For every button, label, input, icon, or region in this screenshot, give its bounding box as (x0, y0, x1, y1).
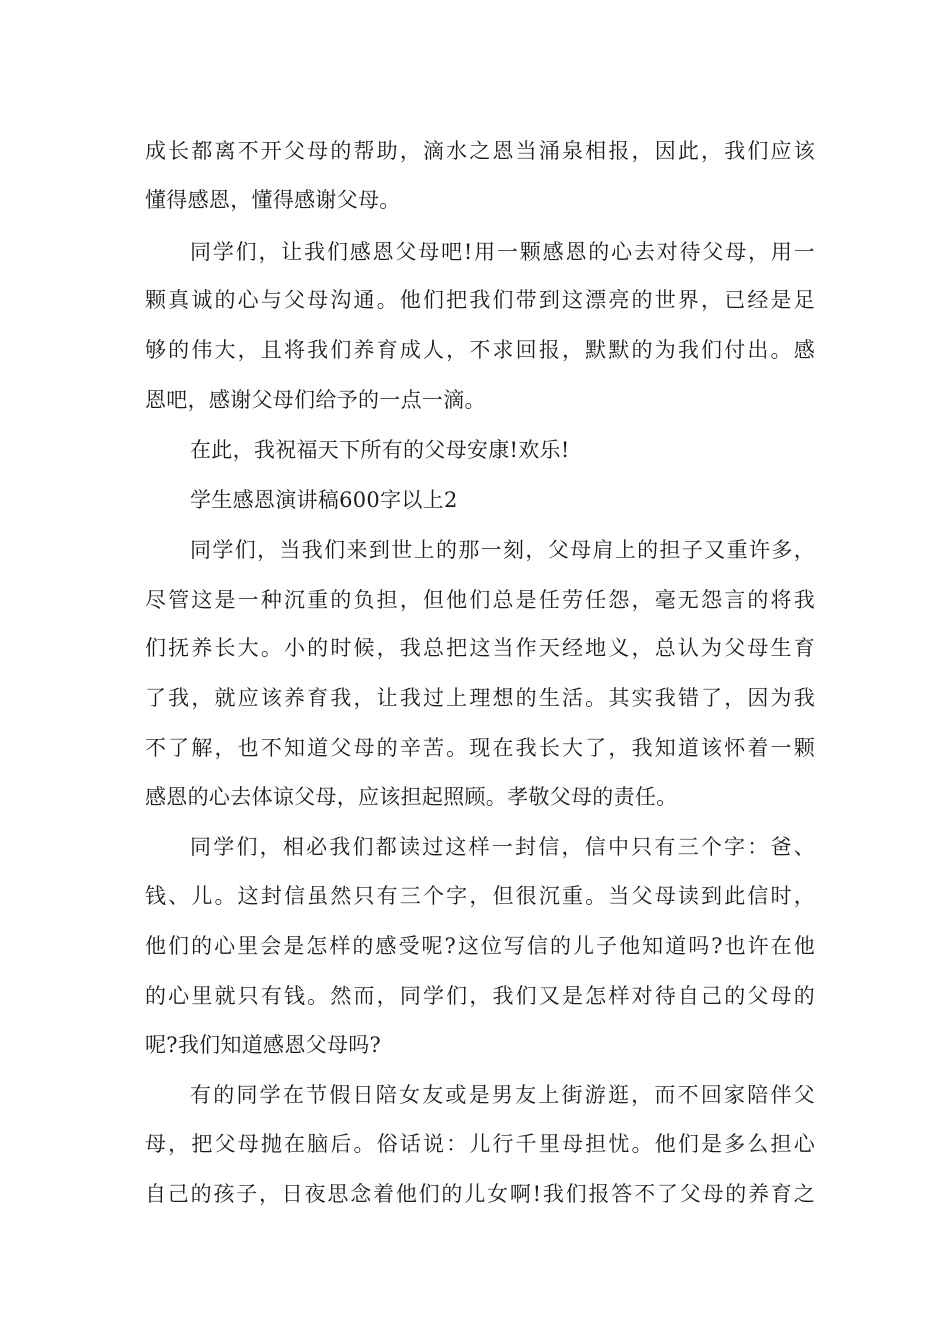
text-line: 恩吧，感谢父母们给予的一点一滴。 (145, 388, 486, 412)
paragraph-first-line: 有的同学在节假日陪女友或是男友上街游逛，而不回家陪伴父 (190, 1083, 815, 1107)
paragraph-first-line: 同学们，让我们感恩父母吧!用一颗感恩的心去对待父母，用一 (190, 240, 815, 264)
text-line: 不了解，也不知道父母的辛苦。现在我长大了，我知道该怀着一颗 (145, 736, 815, 760)
text-line: 的心里就只有钱。然而，同学们，我们又是怎样对待自己的父母的 (145, 984, 815, 1008)
text-line: 他们的心里会是怎样的感受呢?这位写信的儿子他知道吗?也许在他 (145, 934, 815, 958)
text-line: 感恩的心去体谅父母，应该担起照顾。孝敬父母的责任。 (145, 785, 678, 809)
text-line: 呢?我们知道感恩父母吗? (145, 1033, 382, 1057)
paragraph-first-line: 同学们，当我们来到世上的那一刻，父母肩上的担子又重许多， (190, 538, 815, 562)
text-line: 们抚养长大。小的时候，我总把这当作天经地义，总认为父母生育 (145, 636, 815, 660)
section-heading: 学生感恩演讲稿600字以上2 (190, 488, 458, 512)
text-line: 自己的孩子，日夜思念着他们的儿女啊!我们报答不了父母的养育之 (145, 1182, 815, 1206)
paragraph-first-line: 在此，我祝福天下所有的父母安康!欢乐! (190, 438, 570, 462)
text-line: 够的伟大，且将我们养育成人，不求回报，默默的为我们付出。感 (145, 338, 815, 362)
paragraph-first-line: 同学们，相必我们都读过这样一封信，信中只有三个字：爸、 (190, 835, 815, 859)
text-line: 母，把父母抛在脑后。俗话说：儿行千里母担忧。他们是多么担心 (145, 1132, 815, 1156)
text-line: 尽管这是一种沉重的负担，但他们总是任劳任怨，毫无怨言的将我 (145, 588, 815, 612)
text-line: 钱、儿。这封信虽然只有三个字，但很沉重。当父母读到此信时， (145, 884, 815, 908)
text-line: 懂得感恩，懂得感谢父母。 (145, 188, 401, 212)
text-line: 颗真诚的心与父母沟通。他们把我们带到这漂亮的世界，已经是足 (145, 288, 815, 312)
text-line: 成长都离不开父母的帮助，滴水之恩当涌泉相报，因此，我们应该 (145, 139, 815, 163)
text-line: 了我，就应该养育我，让我过上理想的生活。其实我错了，因为我 (145, 686, 815, 710)
